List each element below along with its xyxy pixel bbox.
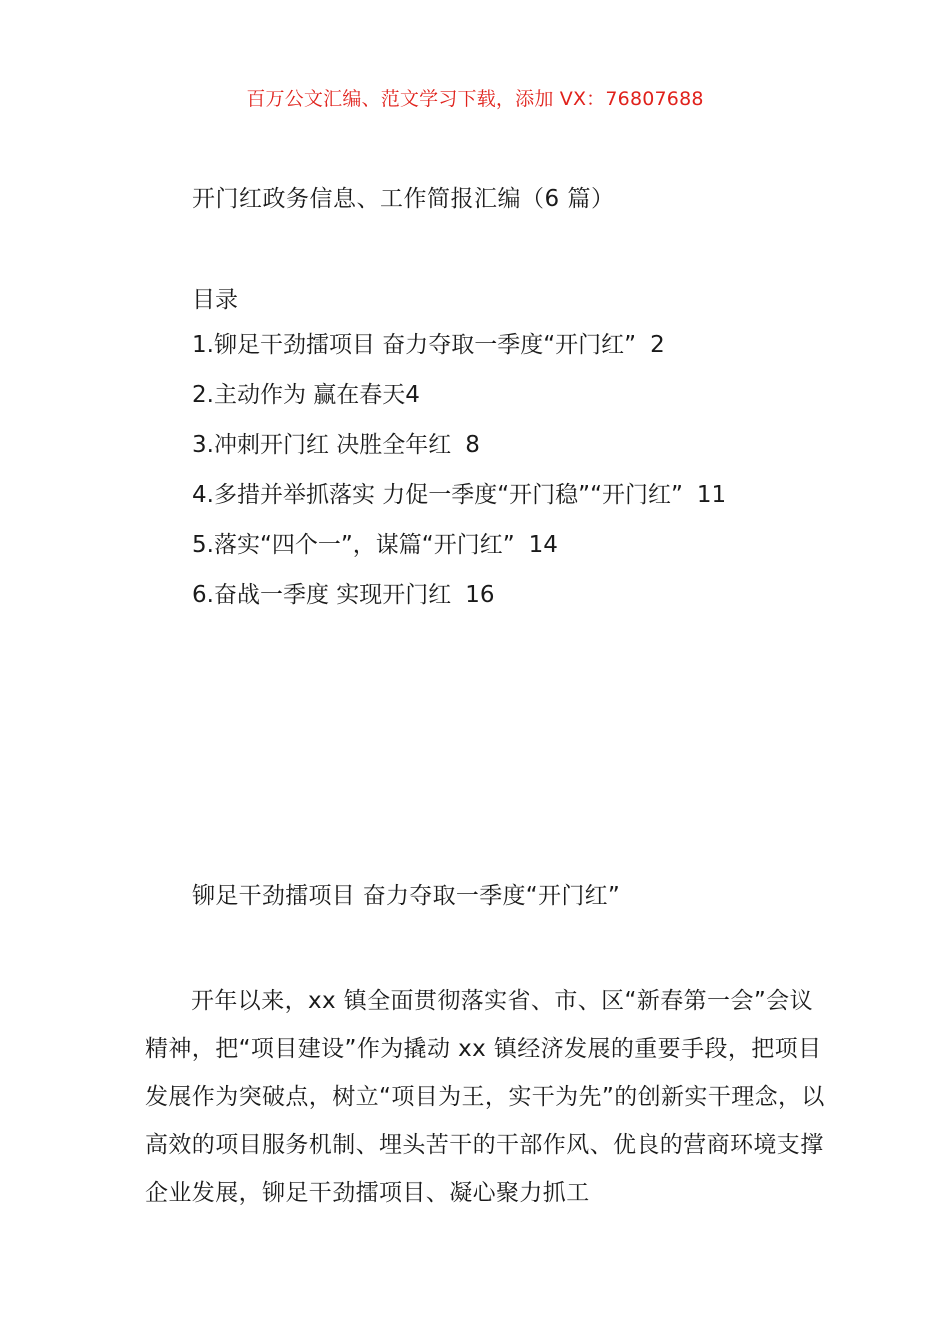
toc-item-label: 6.奋战一季度 实现开门红 [192,582,452,608]
toc-item-page: 16 [465,582,495,608]
toc-item[interactable] [192,379,726,429]
toc-item-page: 11 [696,482,727,508]
toc-item-page: 4 [405,382,420,408]
toc-heading: 目录 [192,287,238,313]
toc-item-label: 5.落实“四个一”，谋篇“开门红” [192,532,515,558]
toc-item[interactable] [192,479,726,529]
toc-item[interactable] [192,579,726,629]
document-title: 开门红政务信息、工作简报汇编（6 篇） [192,186,615,212]
toc-item-page: 14 [528,532,558,558]
toc-item-label: 3.冲刺开门红 决胜全年红 [192,432,452,458]
toc-item[interactable] [192,429,726,479]
toc-item-page: 8 [465,432,480,458]
watermark-header: 百万公文汇编、范文学习下载，添加 VX：76807688 [246,88,704,110]
toc-item[interactable] [192,529,726,579]
article-title: 铆足干劲擂项目 奋力夺取一季度“开门红” [192,883,621,909]
toc-item-label: 2.主动作为 赢在春天 [192,382,406,408]
toc-item-page: 2 [650,332,665,358]
table-of-contents [192,329,726,629]
toc-item-label: 1.铆足干劲擂项目 奋力夺取一季度“开门红” [192,332,637,358]
toc-item-label: 4.多措并举抓落实 力促一季度“开门稳”“开门红” [192,482,683,508]
article-body-paragraph: 开年以来，xx 镇全面贯彻落实省、市、区“新春第一会”会议精神，把“项目建设”作为撬动 xx 镇经济发展的重要手段，把项目发展作为突破点，树立“项目为王，实干为先”的创新实干理念，以高效的项目服务机制、埋头苦干的干部作风、优良的营商环境支撑企业发展，铆足干劲擂项目、凝心聚力抓工 [145,988,825,1206]
toc-item[interactable] [192,329,726,379]
